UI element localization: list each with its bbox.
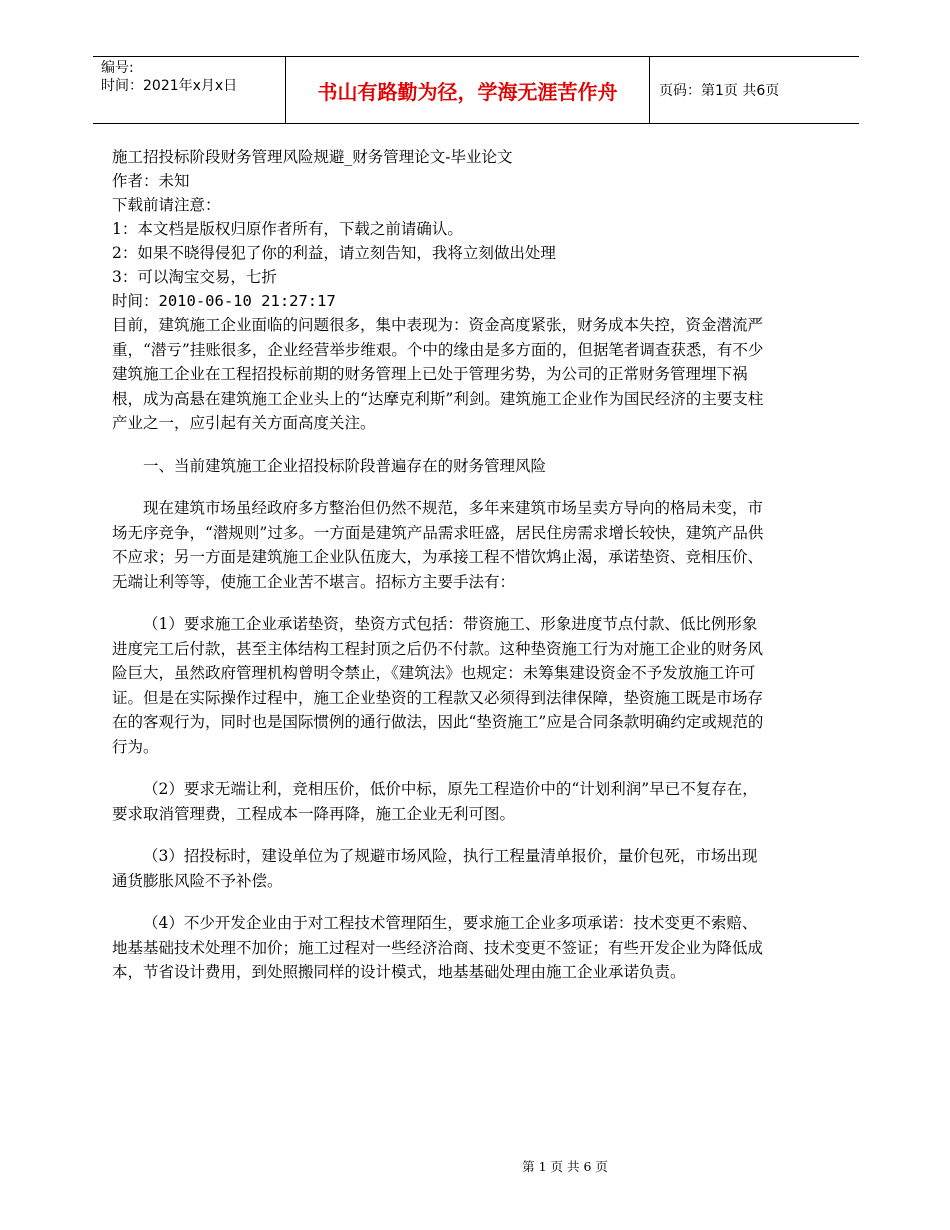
list-item: （2）要求无端让利，竞相压价，低价中标，原先工程造价中的“计划利润”早已不复存在，要求取消管理费，工程成本一降再降，施工企业无利可图。 xyxy=(112,780,758,823)
number-label: 编号: xyxy=(101,60,134,76)
time-label: 时间：2021年x月x日 xyxy=(101,78,238,94)
notice-item: 2：如果不晓得侵犯了你的利益，请立刻告知，我将立刻做出处理 xyxy=(112,244,556,262)
header-divider xyxy=(649,57,650,123)
list-item: （4）不少开发企业由于对工程技术管理陌生，要求施工企业多项承诺：技术变更不索赔、地基基础技术处理不加价；施工过程对一些经济洽商、技术变更不签证；有些开发企业为降低成本，节省设计费用，到处照搬同样的设计模式，地基基础处理由施工企业承诺负责。 xyxy=(112,914,764,981)
notice-item: 3：可以淘宝交易，七折 xyxy=(112,268,277,286)
document-title: 施工招投标阶段财务管理风险规避_财务管理论文-毕业论文 xyxy=(112,148,513,166)
section-paragraph: 现在建筑市场虽经政府多方整治但仍然不规范，多年来建筑市场呈卖方导向的格局未变，市场无序竞争，“潜规则”过多。一方面是建筑产品需求旺盛，居民住房需求增长较快，建筑产品供不应求；另一方面是建筑施工企业队伍庞大，为承接工程不惜饮鸩止渴，承诺垫资、竞相压价、无端让利等等，使施工企业苦不堪言。招标方主要手法有： xyxy=(112,499,764,591)
header-page-info: 页码：第1页 共6页 xyxy=(659,83,780,99)
document-meta xyxy=(112,145,772,313)
list-item: （3）招投标时，建设单位为了规避市场风险，执行工程量清单报价，量价包死，市场出现通货膨胀风险不予补偿。 xyxy=(112,847,758,890)
document-body xyxy=(112,145,772,985)
notice-heading: 下载前请注意： xyxy=(112,196,221,214)
timestamp-line: 时间：2010-06-10 21:27:17 xyxy=(112,292,336,310)
header-motto: 书山有路勤为径，学海无涯苦作舟 xyxy=(317,79,618,104)
header-left-cell xyxy=(101,59,281,95)
page-footer: 第 1 页 共 6 页 xyxy=(522,1159,608,1174)
author-line: 作者：未知 xyxy=(112,172,190,190)
intro-paragraph: 目前，建筑施工企业面临的问题很多，集中表现为：资金高度紧张，财务成本失控，资金潜流严重，“潜亏”挂账很多，企业经营举步维艰。个中的缘由是多方面的，但据笔者调查获悉，有不少建筑施工企业在工程招投标前期的财务管理上已处于管理劣势，为公司的正常财务管理埋下祸根，成为高悬在建筑施工企业头上的“达摩克利斯”利剑。建筑施工企业作为国民经济的主要支柱产业之一，应引起有关方面高度关注。 xyxy=(112,316,764,432)
notice-item: 1：本文档是版权归原作者所有，下载之前请确认。 xyxy=(112,220,463,238)
document-header xyxy=(93,56,859,124)
list-item: （1）要求施工企业承诺垫资，垫资方式包括：带资施工、形象进度节点付款、低比例形象进度完工后付款，甚至主体结构工程封顶之后仍不付款。这种垫资施工行为对施工企业的财务风险巨大，虽然政府管理机构曾明令禁止，《建筑法》也规定：未筹集建设资金不予发放施工许可证。但是在实际操作过程中，施工企业垫资的工程款又必须得到法律保障，垫资施工既是市场存在的客观行为，同时也是国际惯例的通行做法，因此“垫资施工”应是合同条款明确约定或规范的行为。 xyxy=(112,615,764,756)
section-heading: 一、当前建筑施工企业招投标阶段普遍存在的财务管理风险 xyxy=(143,456,547,475)
